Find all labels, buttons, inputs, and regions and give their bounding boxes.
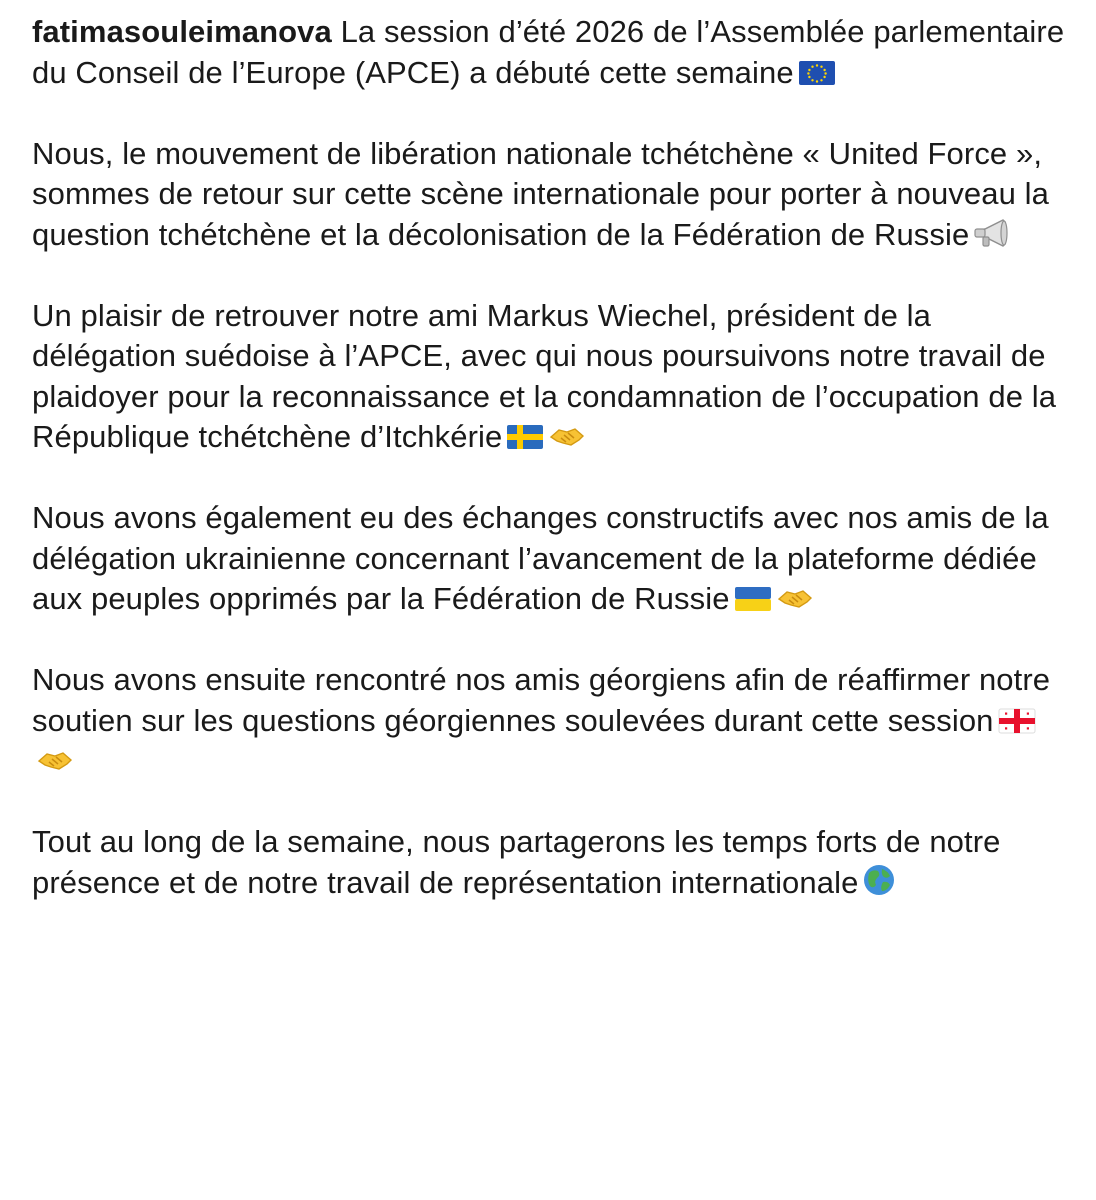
georgia-flag-icon [998,707,1036,735]
caption-paragraph-1 [32,134,1072,256]
sweden-flag-icon [506,423,544,451]
handshake-icon [776,583,814,613]
caption-paragraph-5 [32,822,1072,903]
caption-paragraph-3 [32,498,1072,620]
paragraph-text: Tout au long de la semaine, nous partagerons les temps forts de notre présence et de notre travail de représentation internationale [32,824,1001,900]
paragraph-text: Nous, le mouvement de libération nationale tchétchène « United Force », sommes de retour sur cette scène internationale pour porter à nouveau la question tchétchène et la décolonisation de la Fédération de Russie [32,135,1050,252]
caption-paragraph-2 [32,296,1072,458]
paragraph-text: Nous avons également eu des échanges constructifs avec nos amis de la délégation ukrainienne concernant l’avancement de la plateforme dédiée aux peuples opprimés par la Fédération de Russie [32,500,1049,616]
paragraph-text: Un plaisir de retrouver notre ami Markus Wiechel, président de la délégation suédoise à l’APCE, avec qui nous poursuivons notre travail de plaidoyer pour la reconnaissance et la condamnation de l’occupation de la République tchétchène d’Itchkérie [32,297,1057,454]
handshake-icon [36,745,74,775]
post-caption [32,12,1072,944]
eu-flag-icon [798,59,836,87]
paragraph-text: Nous avons ensuite rencontré nos amis géorgiens afin de réaffirmer notre soutien sur les questions géorgiennes soulevées durant cette session [32,662,1051,738]
caption-paragraph-4 [32,660,1072,782]
intro-text: La session d’été 2026 de l’Assemblée parlementaire du Conseil de l’Europe (APCE) a débuté cette semaine [32,14,1065,90]
caption-intro [32,12,1072,93]
megaphone-icon [973,217,1013,249]
handshake-icon [548,421,586,451]
username[interactable]: fatimasouleimanova [32,14,332,49]
ukraine-flag-icon [734,585,772,613]
globe-icon [862,863,896,897]
